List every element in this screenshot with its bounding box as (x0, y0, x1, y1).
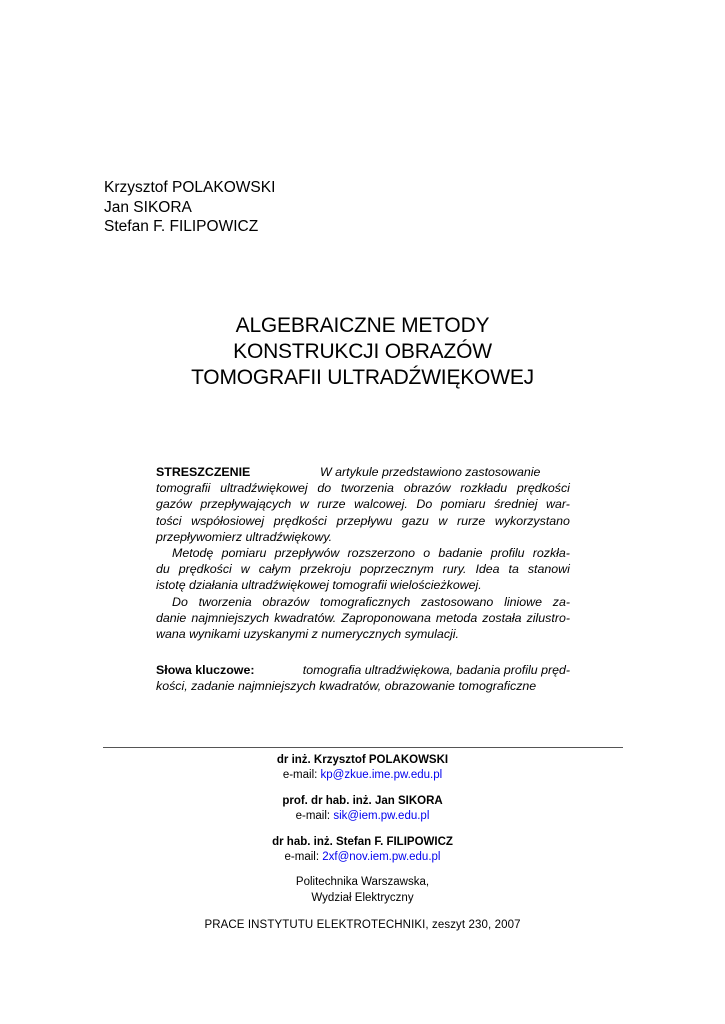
journal-footer: PRACE INSTYTUTU ELEKTROTECHNIKI, zeszyt 230, 2007 (204, 919, 521, 931)
title-line: TOMOGRAFII ULTRADŹWIĘKOWEJ (191, 366, 534, 389)
abstract-line: gazów przepływających w rurze walcowej. Do pomiaru średniej war- (156, 497, 570, 512)
abstract-line: istotę działania ultradźwiękowej tomografii wielościeżkowej. (156, 578, 482, 593)
abstract-line: du prędkości w całym przekroju poprzecznym rury. Idea ta stanowi (156, 562, 570, 577)
paper-title (100, 313, 625, 391)
affiliation-email-row (100, 768, 625, 783)
email-label: e-mail: (284, 851, 320, 864)
abstract-line: danie najmniejszych kwadratów. Zaproponowana metoda została zilustro- (156, 610, 570, 625)
author-name: Krzysztof POLAKOWSKI (104, 179, 276, 196)
keywords-label: Słowa kluczowe: (156, 663, 255, 677)
email-link[interactable]: kp@zkue.ime.pw.edu.pl (320, 769, 443, 782)
keywords-line: kości, zadanie najmniejszych kwadratów, obrazowanie tomograficzne (156, 679, 537, 694)
abstract-text: W artykule przedstawiono zastosowanie (320, 465, 541, 479)
affiliations (100, 753, 625, 906)
keywords-line (156, 662, 570, 678)
abstract-line: Metodę pomiaru przepływów rozszerzono o badanie profilu rozkła- (172, 546, 570, 561)
abstract-heading: STRESZCZENIE (156, 465, 251, 479)
abstract-line: tości współosiowej prędkości przepływu gazu w rurze wykorzystano (156, 513, 570, 528)
author-name: Stefan F. FILIPOWICZ (104, 218, 259, 235)
email-label: e-mail: (282, 769, 318, 782)
email-label: e-mail: (295, 810, 331, 823)
title-line: ALGEBRAICZNE METODY (235, 314, 490, 337)
affiliation-email-row (100, 850, 625, 865)
institution-line: Wydział Elektryczny (311, 891, 414, 904)
affiliation-name: dr inż. Krzysztof POLAKOWSKI (276, 754, 449, 766)
abstract-line: tomografii ultradźwiękowej do tworzenia obrazów rozkładu prędkości (156, 481, 570, 496)
authors-block (104, 178, 275, 237)
affiliation-name: dr hab. inż. Stefan F. FILIPOWICZ (272, 835, 453, 848)
abstract-line (156, 464, 570, 480)
email-link[interactable]: 2xf@nov.iem.pw.edu.pl (322, 851, 441, 864)
abstract-line: Do tworzenia obrazów tomograficznych zastosowano liniowe za- (172, 594, 570, 609)
email-link[interactable]: sik@iem.pw.edu.pl (333, 810, 430, 823)
keywords-text: tomografia ultradźwiękowa, badania profilu pręd- (302, 663, 570, 677)
institution-line: Politechnika Warszawska, (295, 876, 430, 889)
footnote-divider (103, 747, 623, 748)
keywords (156, 662, 570, 694)
affiliation-name: prof. dr hab. inż. Jan SIKORA (282, 794, 443, 807)
abstract-line: wana wynikami uzyskanymi z numerycznych symulacji. (156, 627, 459, 642)
abstract-line: przepływomierz ultradźwiękowy. (156, 529, 333, 544)
author-name: Jan SIKORA (104, 198, 192, 216)
title-line: KONSTRUKCJI OBRAZÓW (233, 340, 492, 363)
affiliation-email-row (100, 809, 625, 824)
abstract (156, 464, 570, 642)
